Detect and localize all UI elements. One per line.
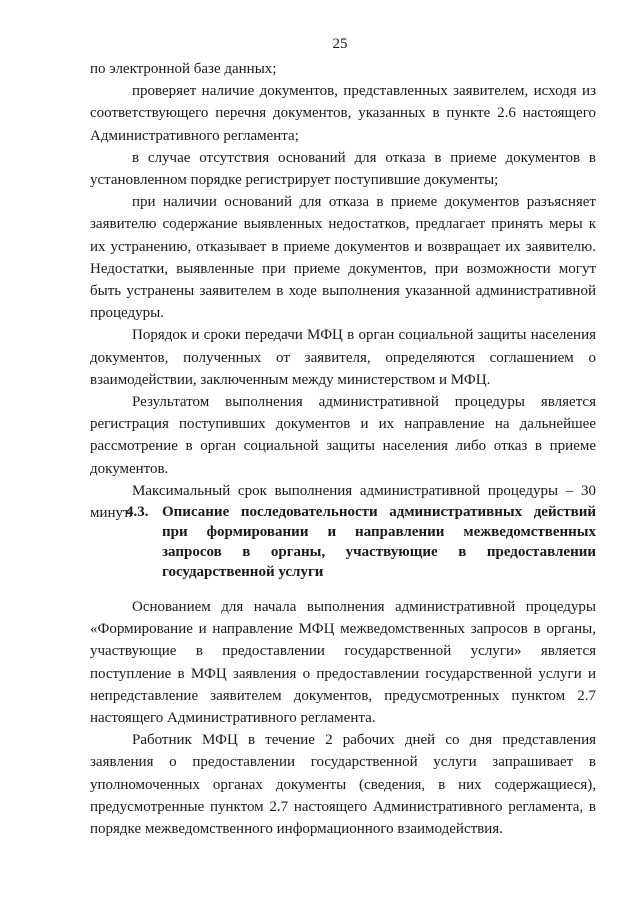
paragraph: Порядок и сроки передачи МФЦ в орган социальной защиты населения документов, полученных от заявителя, определяются соглашением о взаимодействии, заключенным между министерством и МФЦ. bbox=[90, 327, 596, 388]
section-number: 4.3. bbox=[126, 504, 149, 520]
paragraph: Работник МФЦ в течение 2 рабочих дней со дня представления заявления о предоставлении государственной услуги запрашивает в уполномоченных органах документы (сведения, в них содержащиеся), предусмотренные пунктом 2.7 настоящего Административного регламента, в порядке межведомственного информационного взаимодействия. bbox=[90, 732, 596, 838]
paragraph: проверяет наличие документов, представленных заявителем, исходя из соответствующего перечня документов, указанных в пункте 2.6 настоящего Административного регламента; bbox=[90, 83, 596, 144]
paragraph: при наличии оснований для отказа в приеме документов разъясняет заявителю содержание выявленных недостатков, предлагает принять меры к их устранению, отказывает в приеме документов и возвращает их заявителю. Недостатки, выявленные при приеме документов, при возможности могут быть устранены заявителем в ходе выполнения указанной административной процедуры. bbox=[90, 194, 596, 322]
page-number: 25 bbox=[332, 36, 348, 52]
paragraph: Результатом выполнения административной процедуры является регистрация поступивших документов и их направление на дальнейшее рассмотрение в орган социальной защиты населения либо отказ в приеме документов. bbox=[90, 394, 596, 477]
paragraph: Максимальный срок выполнения административной процедуры – 30 минут. bbox=[90, 482, 596, 522]
text-block-requests bbox=[90, 596, 596, 840]
paragraph: по электронной базе данных; bbox=[90, 61, 277, 77]
paragraph: в случае отсутствия оснований для отказа в приеме документов в установленном порядке регистрирует поступившие документы; bbox=[90, 149, 596, 189]
paragraph: Основанием для начала выполнения административной процедуры «Формирование и направление МФЦ межведомственных запросов в органы, участвующие в предоставлении государственной услуги» является поступление в МФЦ заявления о предоставлении государственной услуги и непредставление заявителем документов, предусмотренных пунктом 2.7 настоящего Административного регламента. bbox=[90, 599, 596, 727]
section-title: Описание последовательности административных действий при формировании и направлении межведомственных запросов в органы, участвующие в предоставлении государственной услуги bbox=[162, 504, 596, 580]
section-heading bbox=[126, 502, 596, 582]
text-block-procedure bbox=[90, 58, 596, 524]
